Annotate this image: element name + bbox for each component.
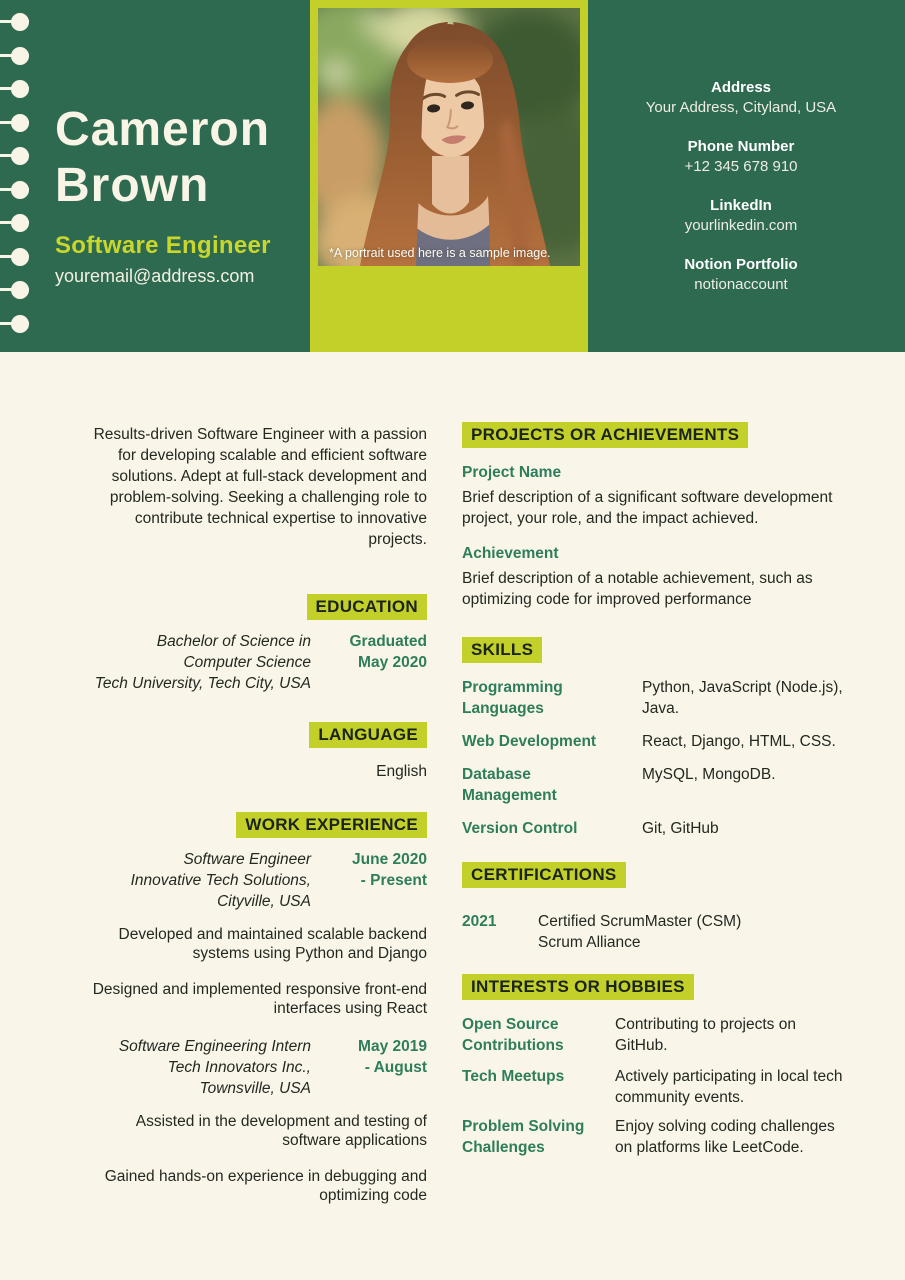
skill-value: React, Django, HTML, CSS. [642, 733, 836, 750]
contact-value: yourlinkedin.com [684, 217, 798, 234]
contact-label: Notion Portfolio [684, 256, 798, 273]
job-company: Tech Innovators Inc., [167, 1059, 311, 1076]
profile-photo [318, 8, 580, 266]
certification-detail [538, 911, 860, 953]
job-date-line2: - August [364, 1059, 427, 1076]
language-value: English [376, 763, 427, 780]
interest-value: Enjoy solving coding challenges on platforms like LeetCode. [615, 1118, 835, 1156]
job-date-line1: May 2019 [358, 1038, 427, 1055]
interest-row [462, 1066, 860, 1108]
section-heading-language: LANGUAGE [309, 722, 427, 748]
photo-frame [310, 0, 588, 352]
contact-label: Phone Number [687, 138, 795, 155]
binder-ring-icon [0, 154, 29, 157]
job-title: Software Engineer [55, 232, 271, 259]
skill-label: Database Management [462, 766, 557, 804]
contact-block [592, 78, 890, 314]
skill-value: Git, GitHub [642, 820, 719, 837]
contact-label: LinkedIn [710, 197, 772, 214]
job-bullet: Gained hands-on experience in debugging and optimizing code [104, 1168, 427, 1204]
job-role: Software Engineer [183, 851, 311, 868]
binder-ring-icon [0, 288, 29, 291]
binder-ring-icon [0, 322, 29, 325]
certification-issuer: Scrum Alliance [538, 934, 641, 951]
summary-text: Results-driven Software Engineer with a passion for developing scalable and efficient software solutions. Adept at full-stack development and problem-solving. Seeking a challenging role to contribute technical expertise to innovative projects. [93, 426, 427, 548]
email-text: youremail@address.com [55, 266, 255, 286]
skill-row [462, 731, 860, 752]
degree: Bachelor of Science in Computer Science [156, 633, 311, 671]
skill-value: Python, JavaScript (Node.js), Java. [642, 679, 843, 717]
education-date [321, 631, 427, 694]
project-title: Project Name [462, 464, 562, 481]
left-column [75, 424, 427, 1205]
first-name: Cameron [55, 103, 271, 156]
school: Tech University, Tech City, USA [94, 675, 311, 692]
skill-row [462, 677, 860, 719]
job-bullet: Designed and implemented responsive front-end interfaces using React [92, 981, 427, 1017]
achievement-title: Achievement [462, 545, 559, 562]
section-heading-work-experience: WORK EXPERIENCE [236, 812, 427, 838]
section-heading-projects: PROJECTS OR ACHIEVEMENTS [462, 422, 748, 448]
contact-value: +12 345 678 910 [684, 158, 798, 175]
job-bullet: Assisted in the development and testing of software applications [135, 1113, 427, 1149]
interest-label: Tech Meetups [462, 1068, 565, 1085]
section-heading-interests: INTERESTS OR HOBBIES [462, 974, 694, 1000]
photo-caption: *A portrait used here is a sample image. [329, 246, 551, 260]
job-location: Townsville, USA [199, 1080, 311, 1097]
job-date-line1: June 2020 [352, 851, 427, 868]
contact-item-notion [592, 255, 890, 295]
last-name: Brown [55, 159, 210, 212]
binder-ring-icon [0, 221, 29, 224]
skill-label: Version Control [462, 820, 578, 837]
education-entry [75, 631, 427, 694]
interest-value: Actively participating in local tech community events. [615, 1068, 843, 1106]
interest-row [462, 1116, 860, 1158]
skill-row [462, 764, 860, 806]
binder-ring-icon [0, 121, 29, 124]
job-role: Software Engineering Intern [118, 1038, 311, 1055]
job-bullet: Developed and maintained scalable backend systems using Python and Django [118, 926, 427, 962]
right-column [462, 422, 860, 1170]
binder-ring-icon [0, 20, 29, 23]
section-heading-education: EDUCATION [307, 594, 428, 620]
job-company: Innovative Tech Solutions, [130, 872, 311, 889]
job-date-line2: - Present [360, 872, 427, 889]
skill-label: Web Development [462, 733, 597, 750]
skill-row [462, 818, 860, 839]
job-dates [321, 849, 427, 912]
binder-ring-icon [0, 255, 29, 258]
identity-block [55, 102, 315, 287]
contact-value: Your Address, Cityland, USA [645, 99, 837, 116]
interest-row [462, 1014, 860, 1056]
skill-label: Programming Languages [462, 679, 563, 717]
page-title [55, 102, 315, 214]
contact-item-address [592, 78, 890, 118]
experience-entry [75, 849, 427, 912]
skill-value: MySQL, MongoDB. [642, 766, 776, 783]
interest-value: Contributing to projects on GitHub. [615, 1016, 796, 1054]
certification-year: 2021 [462, 913, 497, 930]
binder-ring-icon [0, 87, 29, 90]
binder-ring-icon [0, 54, 29, 57]
job-location: Cityville, USA [217, 893, 311, 910]
binder-ring-icon [0, 188, 29, 191]
certification-row [462, 911, 860, 953]
section-heading-skills: SKILLS [462, 637, 542, 663]
experience-entry [75, 1036, 427, 1099]
header [0, 0, 905, 352]
project-description: Brief description of a significant software development project, your role, and the impact achieved. [462, 489, 833, 527]
job-dates [321, 1036, 427, 1099]
interest-label: Open Source Contributions [462, 1016, 564, 1054]
contact-value: notionaccount [694, 276, 788, 293]
certification-name: Certified ScrumMaster (CSM) [538, 913, 742, 930]
section-heading-certifications: CERTIFICATIONS [462, 862, 626, 888]
contact-item-linkedin [592, 196, 890, 236]
achievement-description: Brief description of a notable achievement, such as optimizing code for improved performance [462, 570, 813, 608]
interest-label: Problem Solving Challenges [462, 1118, 585, 1156]
contact-item-phone [592, 137, 890, 177]
education-date-line1: Graduated [349, 633, 427, 650]
contact-label: Address [710, 79, 772, 96]
education-date-line2: May 2020 [358, 654, 427, 671]
